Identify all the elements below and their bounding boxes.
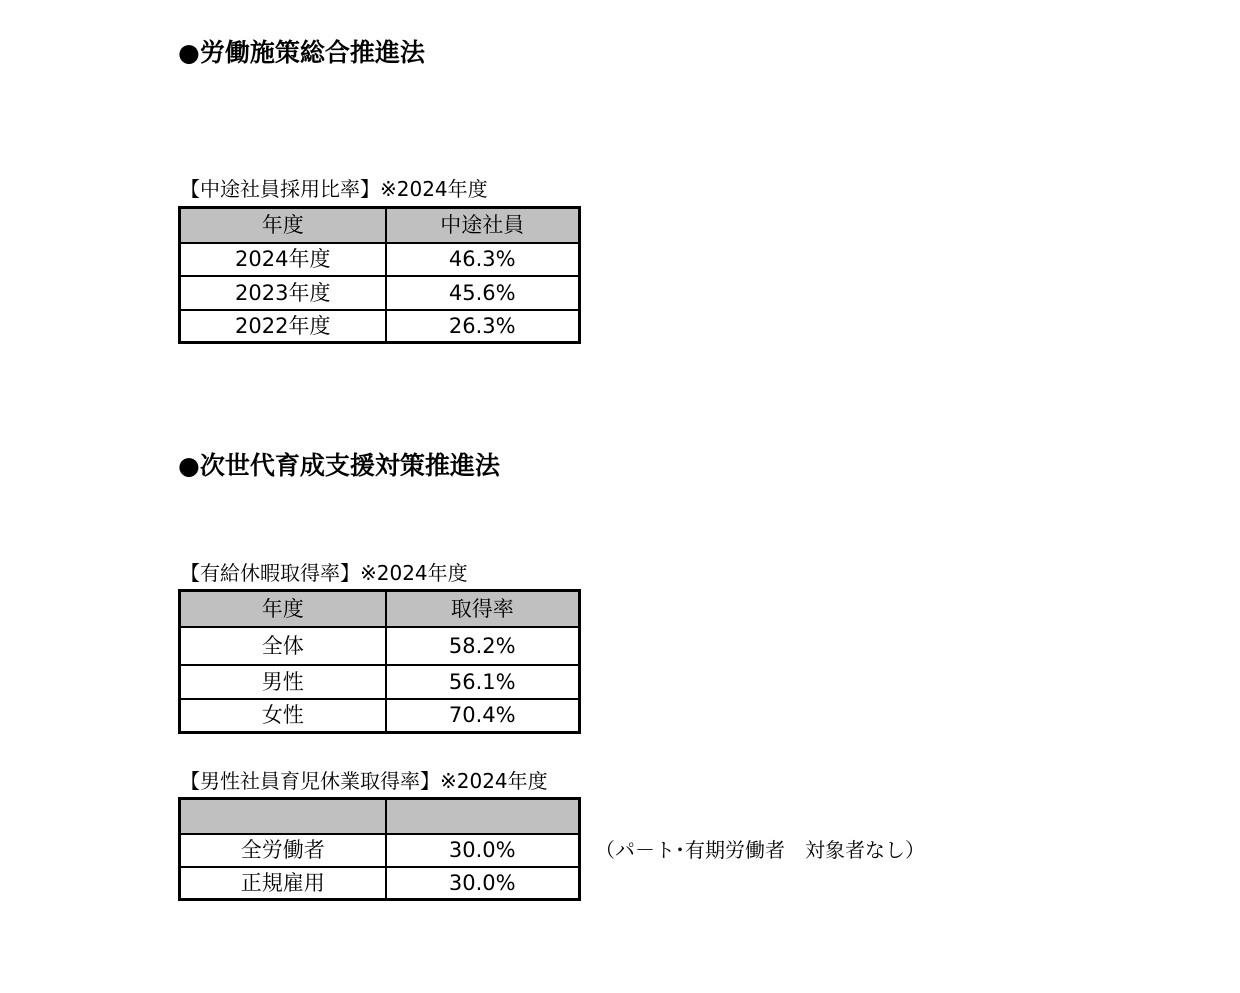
cell-value: 30.0% (386, 867, 580, 900)
cell-year: 2024年度 (180, 243, 386, 276)
childcare-leave-table (178, 797, 581, 901)
cell-value: 30.0% (386, 834, 580, 867)
table-header-row (180, 799, 580, 834)
cell-value: 26.3% (386, 310, 580, 343)
childcare-leave-note: （パ－ト･有期労働者 対象者なし） (595, 838, 925, 862)
cell-year: 2023年度 (180, 276, 386, 310)
cell-category: 全体 (180, 627, 386, 665)
table-caption-childcare-leave: 【男性社員育児休業取得率】※2024年度 (180, 769, 548, 793)
cell-value: 58.2% (386, 627, 580, 665)
table-row (180, 243, 580, 276)
header-cell-year: 年度 (180, 591, 386, 627)
section-heading-labor-policy: ●労働施策総合推進法 (178, 38, 425, 67)
cell-category: 男性 (180, 665, 386, 699)
cell-category: 正規雇用 (180, 867, 386, 900)
table-row (180, 276, 580, 310)
table-header-row (180, 591, 580, 627)
cell-category: 全労働者 (180, 834, 386, 867)
table-header-row (180, 208, 580, 243)
table-row (180, 699, 580, 733)
section-heading-next-generation: ●次世代育成支援対策推進法 (178, 451, 500, 480)
cell-value: 46.3% (386, 243, 580, 276)
header-cell-year: 年度 (180, 208, 386, 243)
paid-leave-table (178, 589, 581, 734)
table-caption-midcareer-hiring: 【中途社員採用比率】※2024年度 (180, 177, 488, 201)
cell-category: 女性 (180, 699, 386, 733)
header-cell-empty (180, 799, 386, 834)
header-cell-empty (386, 799, 580, 834)
header-cell-rate: 取得率 (386, 591, 580, 627)
cell-value: 45.6% (386, 276, 580, 310)
cell-year: 2022年度 (180, 310, 386, 343)
table-row (180, 867, 580, 900)
table-row (180, 665, 580, 699)
header-cell-midcareer: 中途社員 (386, 208, 580, 243)
table-row (180, 834, 580, 867)
cell-value: 70.4% (386, 699, 580, 733)
table-row (180, 310, 580, 343)
midcareer-hiring-table (178, 206, 581, 344)
cell-value: 56.1% (386, 665, 580, 699)
table-row (180, 627, 580, 665)
table-caption-paid-leave: 【有給休暇取得率】※2024年度 (180, 561, 468, 585)
